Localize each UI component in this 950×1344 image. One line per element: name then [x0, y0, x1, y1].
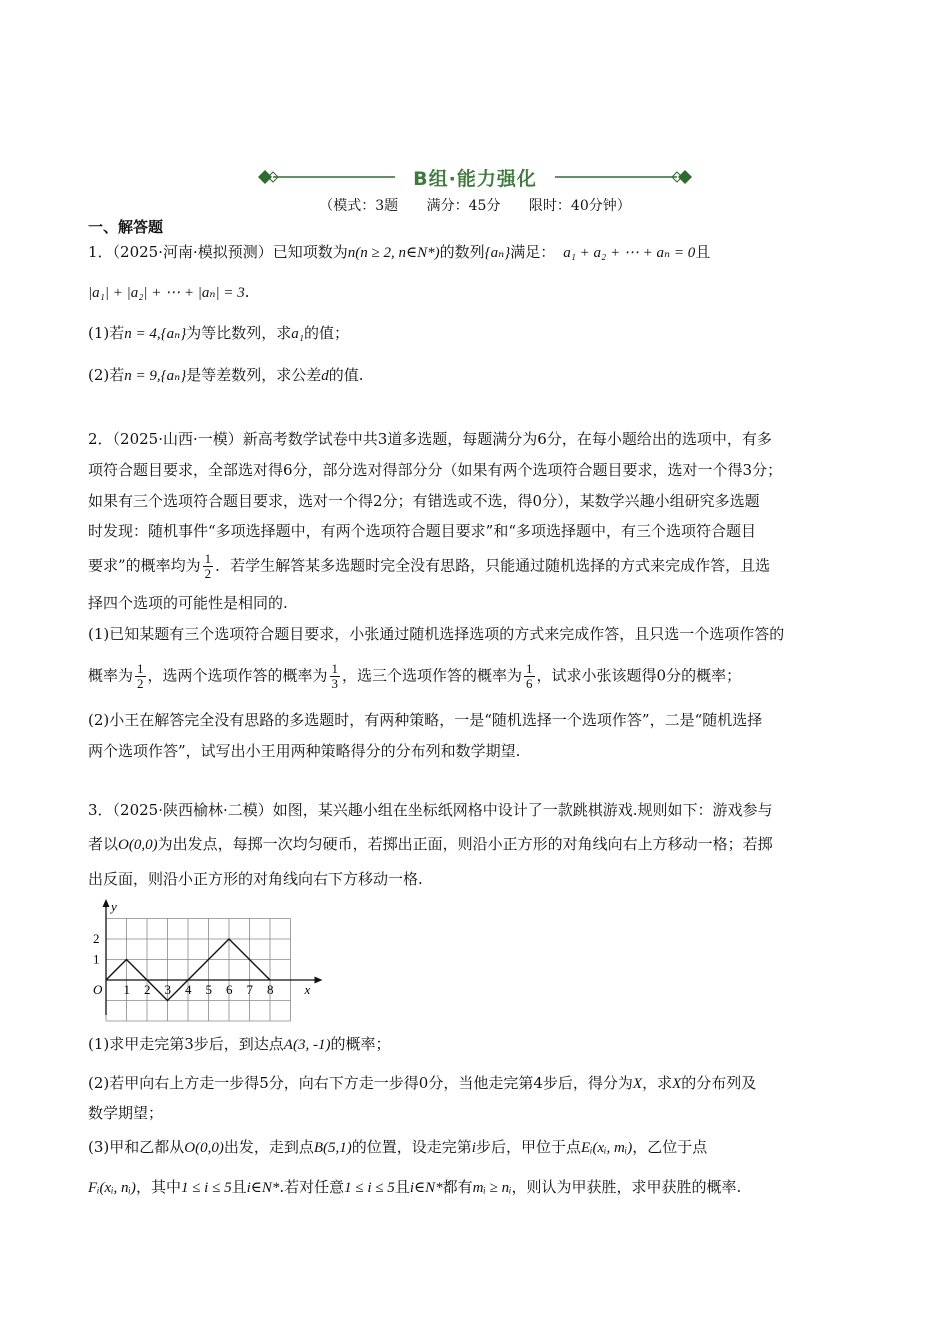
q2-part2-line2: 两个选项作答”，试写出小王用两种策略得分的分布列和数学期望.	[88, 742, 521, 760]
q3-line1: 3．（2025·陕西榆林·二模）如图，某兴趣小组在坐标纸网格中设计了一款跳棋游戏.规则如下：游戏参与	[88, 801, 773, 819]
group-banner	[255, 162, 695, 192]
section-title: 一、解答题	[88, 218, 164, 236]
q3-line3: 出反面，则沿小正方形的对角线向右下方移动一格.	[88, 870, 423, 888]
q3-part2-line2: 数学期望；	[88, 1104, 164, 1122]
exam-mode: （模式：3题	[319, 198, 399, 214]
x-axis-arrow-icon	[315, 977, 323, 984]
q2-part2-line1: (2)小王在解答完全没有思路的多选题时，有两种策略，一是“随机选择一个选项作答”，二是“随机选择	[88, 711, 763, 729]
x-tick-label: 8	[267, 982, 274, 997]
q1-line1: 1．（2025·河南·模拟预测）已知项数为n(n ≥ 2, n∈N*)的数列{aₙ}满足： a₁ + a₂ + ⋯ + aₙ = 0且	[88, 243, 711, 261]
exam-info	[0, 195, 950, 215]
x-tick-label: 4	[185, 982, 192, 997]
q1-part1: (1)若n = 4,{aₙ}为等比数列，求a₁的值；	[88, 324, 349, 342]
path-grid-figure	[88, 898, 328, 1023]
q3-part1: (1)求甲走完第3步后，到达点A(3, -1)的概率；	[88, 1035, 391, 1053]
y-tick-label: 2	[93, 931, 100, 946]
y-tick-label: 1	[93, 951, 100, 967]
x-tick-label: 6	[226, 982, 233, 997]
q1-line2: |a₁| + |a₂| + ⋯ + |aₙ| = 3.	[88, 283, 250, 301]
q2-line2: 项符合题目要求，全部选对得6分，部分选对得部分分（如果有两个选项符合题目要求，选对一个得3分；	[88, 461, 783, 479]
frac-one-half: $\frac{1}{2}$	[204, 551, 212, 581]
q2-part1-line1: (1)已知某题有三个选项符合题目要求，小张通过随机选择选项的方式来完成作答，且只选一个选项作答的	[88, 625, 785, 643]
q3-part3-line2: Fᵢ(xᵢ, nᵢ)，其中1 ≤ i ≤ 5且i∈N*.若对任意1 ≤ i ≤ 5且i∈N*都有mᵢ ≥ nᵢ，则认为甲获胜，求甲获胜的概率.	[88, 1178, 742, 1196]
q1-part2: (2)若n = 9,{aₙ}是等差数列，求公差d的值.	[88, 366, 364, 384]
q2-line4: 时发现：随机事件“多项选择题中，有两个选项符合题目要求”和“多项选择题中，有三个选项符合题目	[88, 522, 757, 540]
x-tick-label: 1	[123, 982, 130, 997]
frac-one-half-2: $\frac{1}{2}$	[137, 661, 144, 691]
group-title: B组·能力强化	[413, 168, 537, 190]
exam-score: 满分：45分	[426, 198, 501, 214]
x-tick-label: 5	[205, 982, 212, 997]
x-axis-label: x	[304, 982, 311, 997]
q2-part1-line2: 概率为 $\frac{1}{2}$ ，选两个选项作答的概率为 $\frac{1}{3}$ ，选三个选项作答的概率为 $\frac{1}{6}$ ，试求小张该题得0分的概率；	[88, 661, 742, 691]
x-tick-label: 2	[144, 982, 151, 997]
q3-part2-line1: (2)若甲向右上方走一步得5分，向右下方走一步得0分，当他走完第4步后，得分为X，求X的分布列及	[88, 1074, 757, 1092]
y-axis-arrow-icon	[103, 899, 110, 907]
q2-line6: 择四个选项的可能性是相同的.	[88, 594, 288, 612]
q3-part3-line1: (3)甲和乙都从O(0,0)出发，走到点B(5,1)的位置，设走完第i步后，甲位于点Eᵢ(xᵢ, mᵢ)，乙位于点	[88, 1138, 708, 1156]
q2-line5: 要求”的概率均为 $\frac{1}{2}$ ．若学生解答某多选题时完全没有思路，只能通过随机选择的方式来完成作答，且选	[88, 551, 771, 581]
y-axis-label: y	[111, 899, 117, 914]
q3-line2: 者以O(0,0)为出发点，每掷一次均匀硬币，若掷出正面，则沿小正方形的对角线向右上方移动一格；若掷	[88, 835, 773, 853]
x-tick-label: 7	[246, 982, 253, 997]
frac-one-third: $\frac{1}{3}$	[331, 661, 339, 691]
q2-line3: 如果有三个选项符合题目要求，选对一个得2分；有错选或不选，得0分），某数学兴趣小组研究多选题	[88, 492, 760, 510]
frac-one-sixth: $\frac{1}{6}$	[526, 661, 533, 691]
exam-time: 限时：40分钟）	[528, 198, 631, 214]
q2-line1: 2．（2025·山西·一模）新高考数学试卷中共3道多选题，每题满分为6分，在每小题给出的选项中，有多	[88, 430, 772, 448]
origin-label: O	[93, 982, 103, 997]
x-tick-label: 3	[164, 982, 171, 997]
